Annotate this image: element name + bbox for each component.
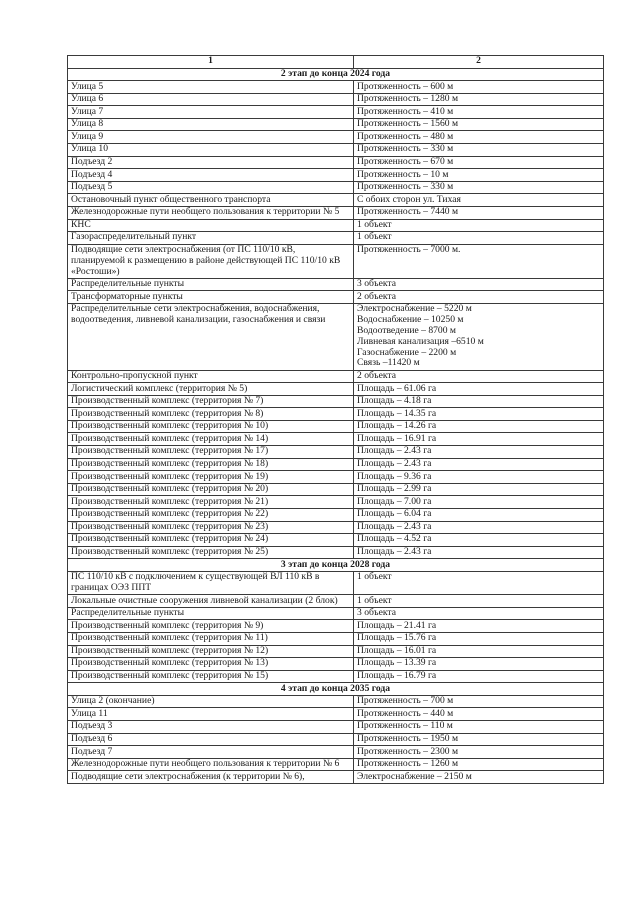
table-row xyxy=(68,370,604,383)
object-value-cell: Площадь – 14.26 га xyxy=(354,420,604,433)
object-value-cell: Площадь – 2.43 га xyxy=(354,521,604,534)
table-row xyxy=(68,746,604,759)
object-name-cell: Улица 9 xyxy=(68,131,354,144)
table-row xyxy=(68,658,604,671)
table-row xyxy=(68,534,604,547)
section-header-row xyxy=(68,68,604,81)
object-value-cell: Площадь – 4.18 га xyxy=(354,395,604,408)
section-header-row xyxy=(68,683,604,696)
object-name-cell: Производственный комплекс (территория № 12) xyxy=(68,645,354,658)
table-row xyxy=(68,471,604,484)
object-name-cell: Производственный комплекс (территория № 7) xyxy=(68,395,354,408)
object-name-cell: Улица 5 xyxy=(68,81,354,94)
object-value-cell: Площадь – 61.06 га xyxy=(354,383,604,396)
object-name-cell: Подъезд 4 xyxy=(68,169,354,182)
table-row xyxy=(68,206,604,219)
object-value-cell: Площадь – 14.35 га xyxy=(354,408,604,421)
object-name-cell: Подводящие сети электроснабжения (от ПС 110/10 кВ, планируемой к размещению в районе действующей ПС 110/10 кВ «Ростоши») xyxy=(68,244,354,278)
table-row xyxy=(68,244,604,278)
object-name-cell: Распределительные сети электроснабжения, водоснабжения, водоотведения, ливневой канализации, газоснабжения и связи xyxy=(68,304,354,371)
object-value-cell: Площадь – 21.41 га xyxy=(354,620,604,633)
object-name-cell: Производственный комплекс (территория № 10) xyxy=(68,420,354,433)
table-row xyxy=(68,118,604,131)
table-row xyxy=(68,521,604,534)
table-body xyxy=(68,56,604,784)
object-name-cell: Улица 10 xyxy=(68,144,354,157)
object-name-cell: Производственный комплекс (территория № 22) xyxy=(68,508,354,521)
section-title: 3 этап до конца 2028 года xyxy=(68,559,604,572)
object-name-cell: Улица 2 (окончание) xyxy=(68,695,354,708)
object-value-cell: Протяженность – 7000 м. xyxy=(354,244,604,278)
object-value-cell: Протяженность – 600 м xyxy=(354,81,604,94)
table-row xyxy=(68,232,604,245)
object-name-cell: Остановочный пункт общественного транспорта xyxy=(68,194,354,207)
object-name-cell: Производственный комплекс (территория № 14) xyxy=(68,433,354,446)
object-name-cell: Логистический комплекс (территория № 5) xyxy=(68,383,354,396)
object-name-cell: Распределительные пункты xyxy=(68,278,354,291)
object-value-cell: Протяженность – 440 м xyxy=(354,708,604,721)
table-row xyxy=(68,383,604,396)
object-value-cell: Протяженность – 480 м xyxy=(354,131,604,144)
table-row xyxy=(68,607,604,620)
table-row xyxy=(68,496,604,509)
table-row xyxy=(68,194,604,207)
object-name-cell: Железнодорожные пути необщего пользования к территории № 6 xyxy=(68,758,354,771)
column-number-2: 2 xyxy=(354,56,604,69)
object-name-cell: Производственный комплекс (территория № 11) xyxy=(68,632,354,645)
object-name-cell: Локальные очистные сооружения ливневой канализации (2 блок) xyxy=(68,595,354,608)
table-row xyxy=(68,620,604,633)
table-row xyxy=(68,733,604,746)
table-row xyxy=(68,458,604,471)
table-row xyxy=(68,720,604,733)
object-value-cell: 2 объекта xyxy=(354,291,604,304)
object-name-cell: Подъезд 3 xyxy=(68,720,354,733)
object-value-cell: Протяженность – 7440 м xyxy=(354,206,604,219)
table-row xyxy=(68,670,604,683)
object-name-cell: Подъезд 6 xyxy=(68,733,354,746)
object-value-cell: 3 объекта xyxy=(354,278,604,291)
object-name-cell: Производственный комплекс (территория № 18) xyxy=(68,458,354,471)
object-value-cell: Площадь – 4.52 га xyxy=(354,534,604,547)
object-value-cell: Протяженность – 700 м xyxy=(354,695,604,708)
object-name-cell: Производственный комплекс (территория № 13) xyxy=(68,658,354,671)
object-value-cell: Площадь – 2.43 га xyxy=(354,546,604,559)
object-value-cell: Площадь – 7.00 га xyxy=(354,496,604,509)
object-value-cell: Площадь – 15.76 га xyxy=(354,632,604,645)
object-name-cell: Улица 7 xyxy=(68,106,354,119)
object-value-cell: Протяженность – 330 м xyxy=(354,144,604,157)
table-row xyxy=(68,595,604,608)
table-row xyxy=(68,169,604,182)
object-name-cell: Улица 11 xyxy=(68,708,354,721)
object-value-cell: Протяженность – 1260 м xyxy=(354,758,604,771)
object-name-cell: Производственный комплекс (территория № 24) xyxy=(68,534,354,547)
table-row xyxy=(68,571,604,594)
object-name-cell: Трансформаторные пункты xyxy=(68,291,354,304)
object-value-cell: 1 объект xyxy=(354,595,604,608)
object-name-cell: Распределительные пункты xyxy=(68,607,354,620)
document-page xyxy=(67,55,603,784)
object-value-cell: Площадь – 16.01 га xyxy=(354,645,604,658)
stages-table xyxy=(67,55,604,784)
table-row xyxy=(68,508,604,521)
object-name-cell: Производственный комплекс (территория № 9) xyxy=(68,620,354,633)
object-value-cell: 1 объект xyxy=(354,571,604,594)
object-name-cell: Контрольно-пропускной пункт xyxy=(68,370,354,383)
object-name-cell: Железнодорожные пути необщего пользования к территории № 5 xyxy=(68,206,354,219)
object-value-cell: Протяженность – 110 м xyxy=(354,720,604,733)
object-name-cell: Производственный комплекс (территория № 20) xyxy=(68,483,354,496)
object-value-cell: Протяженность – 330 м xyxy=(354,181,604,194)
object-value-cell: 1 объект xyxy=(354,219,604,232)
table-row xyxy=(68,131,604,144)
object-name-cell: Подъезд 2 xyxy=(68,156,354,169)
table-row xyxy=(68,546,604,559)
table-row xyxy=(68,645,604,658)
object-name-cell: Подъезд 7 xyxy=(68,746,354,759)
object-value-cell: 2 объекта xyxy=(354,370,604,383)
object-name-cell: Подводящие сети электроснабжения (к территории № 6), xyxy=(68,771,354,784)
object-name-cell: Производственный комплекс (территория № 17) xyxy=(68,446,354,459)
object-value-cell: Протяженность – 2300 м xyxy=(354,746,604,759)
object-value-cell: 3 объекта xyxy=(354,607,604,620)
object-value-cell: Площадь – 2.43 га xyxy=(354,446,604,459)
object-value-cell: С обоих сторон ул. Тихая xyxy=(354,194,604,207)
object-value-cell: Площадь – 2.99 га xyxy=(354,483,604,496)
table-row xyxy=(68,632,604,645)
object-name-cell: Производственный комплекс (территория № 25) xyxy=(68,546,354,559)
object-value-cell: Протяженность – 1950 м xyxy=(354,733,604,746)
table-row xyxy=(68,771,604,784)
table-row xyxy=(68,446,604,459)
object-value-cell: Площадь – 6.04 га xyxy=(354,508,604,521)
table-row xyxy=(68,483,604,496)
table-row xyxy=(68,219,604,232)
section-title: 2 этап до конца 2024 года xyxy=(68,68,604,81)
object-value-cell: Протяженность – 1560 м xyxy=(354,118,604,131)
object-value-cell: Площадь – 13.39 га xyxy=(354,658,604,671)
object-name-cell: Производственный комплекс (территория № 23) xyxy=(68,521,354,534)
object-value-cell: Площадь – 16.79 га xyxy=(354,670,604,683)
table-row xyxy=(68,81,604,94)
object-name-cell: КНС xyxy=(68,219,354,232)
object-name-cell: Подъезд 5 xyxy=(68,181,354,194)
table-row xyxy=(68,144,604,157)
object-value-cell: Площадь – 2.43 га xyxy=(354,458,604,471)
column-number-1: 1 xyxy=(68,56,354,69)
table-row xyxy=(68,304,604,371)
object-name-cell: Улица 8 xyxy=(68,118,354,131)
table-row xyxy=(68,695,604,708)
object-value-cell: Протяженность – 670 м xyxy=(354,156,604,169)
table-row xyxy=(68,420,604,433)
section-title: 4 этап до конца 2035 года xyxy=(68,683,604,696)
object-value-cell: Протяженность – 410 м xyxy=(354,106,604,119)
table-row xyxy=(68,93,604,106)
object-name-cell: Производственный комплекс (территория № 15) xyxy=(68,670,354,683)
object-value-cell: Протяженность – 10 м xyxy=(354,169,604,182)
section-header-row xyxy=(68,559,604,572)
table-row xyxy=(68,708,604,721)
table-row xyxy=(68,106,604,119)
table-row xyxy=(68,758,604,771)
object-name-cell: Производственный комплекс (территория № 21) xyxy=(68,496,354,509)
object-value-cell: Площадь – 9.36 га xyxy=(354,471,604,484)
object-name-cell: Производственный комплекс (территория № 19) xyxy=(68,471,354,484)
table-row xyxy=(68,395,604,408)
object-value-cell: Электроснабжение – 2150 м xyxy=(354,771,604,784)
object-name-cell: Газораспределительный пункт xyxy=(68,232,354,245)
table-row xyxy=(68,433,604,446)
table-row xyxy=(68,408,604,421)
object-value-cell: Протяженность – 1280 м xyxy=(354,93,604,106)
table-row xyxy=(68,181,604,194)
table-row xyxy=(68,278,604,291)
object-name-cell: Улица 6 xyxy=(68,93,354,106)
object-value-cell: 1 объект xyxy=(354,232,604,245)
table-row xyxy=(68,156,604,169)
object-value-cell: Площадь – 16.91 га xyxy=(354,433,604,446)
table-row xyxy=(68,291,604,304)
header-row xyxy=(68,56,604,69)
object-name-cell: ПС 110/10 кВ с подключением к существующей ВЛ 110 кВ в границах ОЭЗ ППТ xyxy=(68,571,354,594)
object-name-cell: Производственный комплекс (территория № 8) xyxy=(68,408,354,421)
object-value-cell: Электроснабжение – 5220 м Водоснабжение – 10250 м Водоотведение – 8700 м Ливневая канализация –6510 м Газоснабжение – 2200 м Связь –11420 м xyxy=(354,304,604,371)
